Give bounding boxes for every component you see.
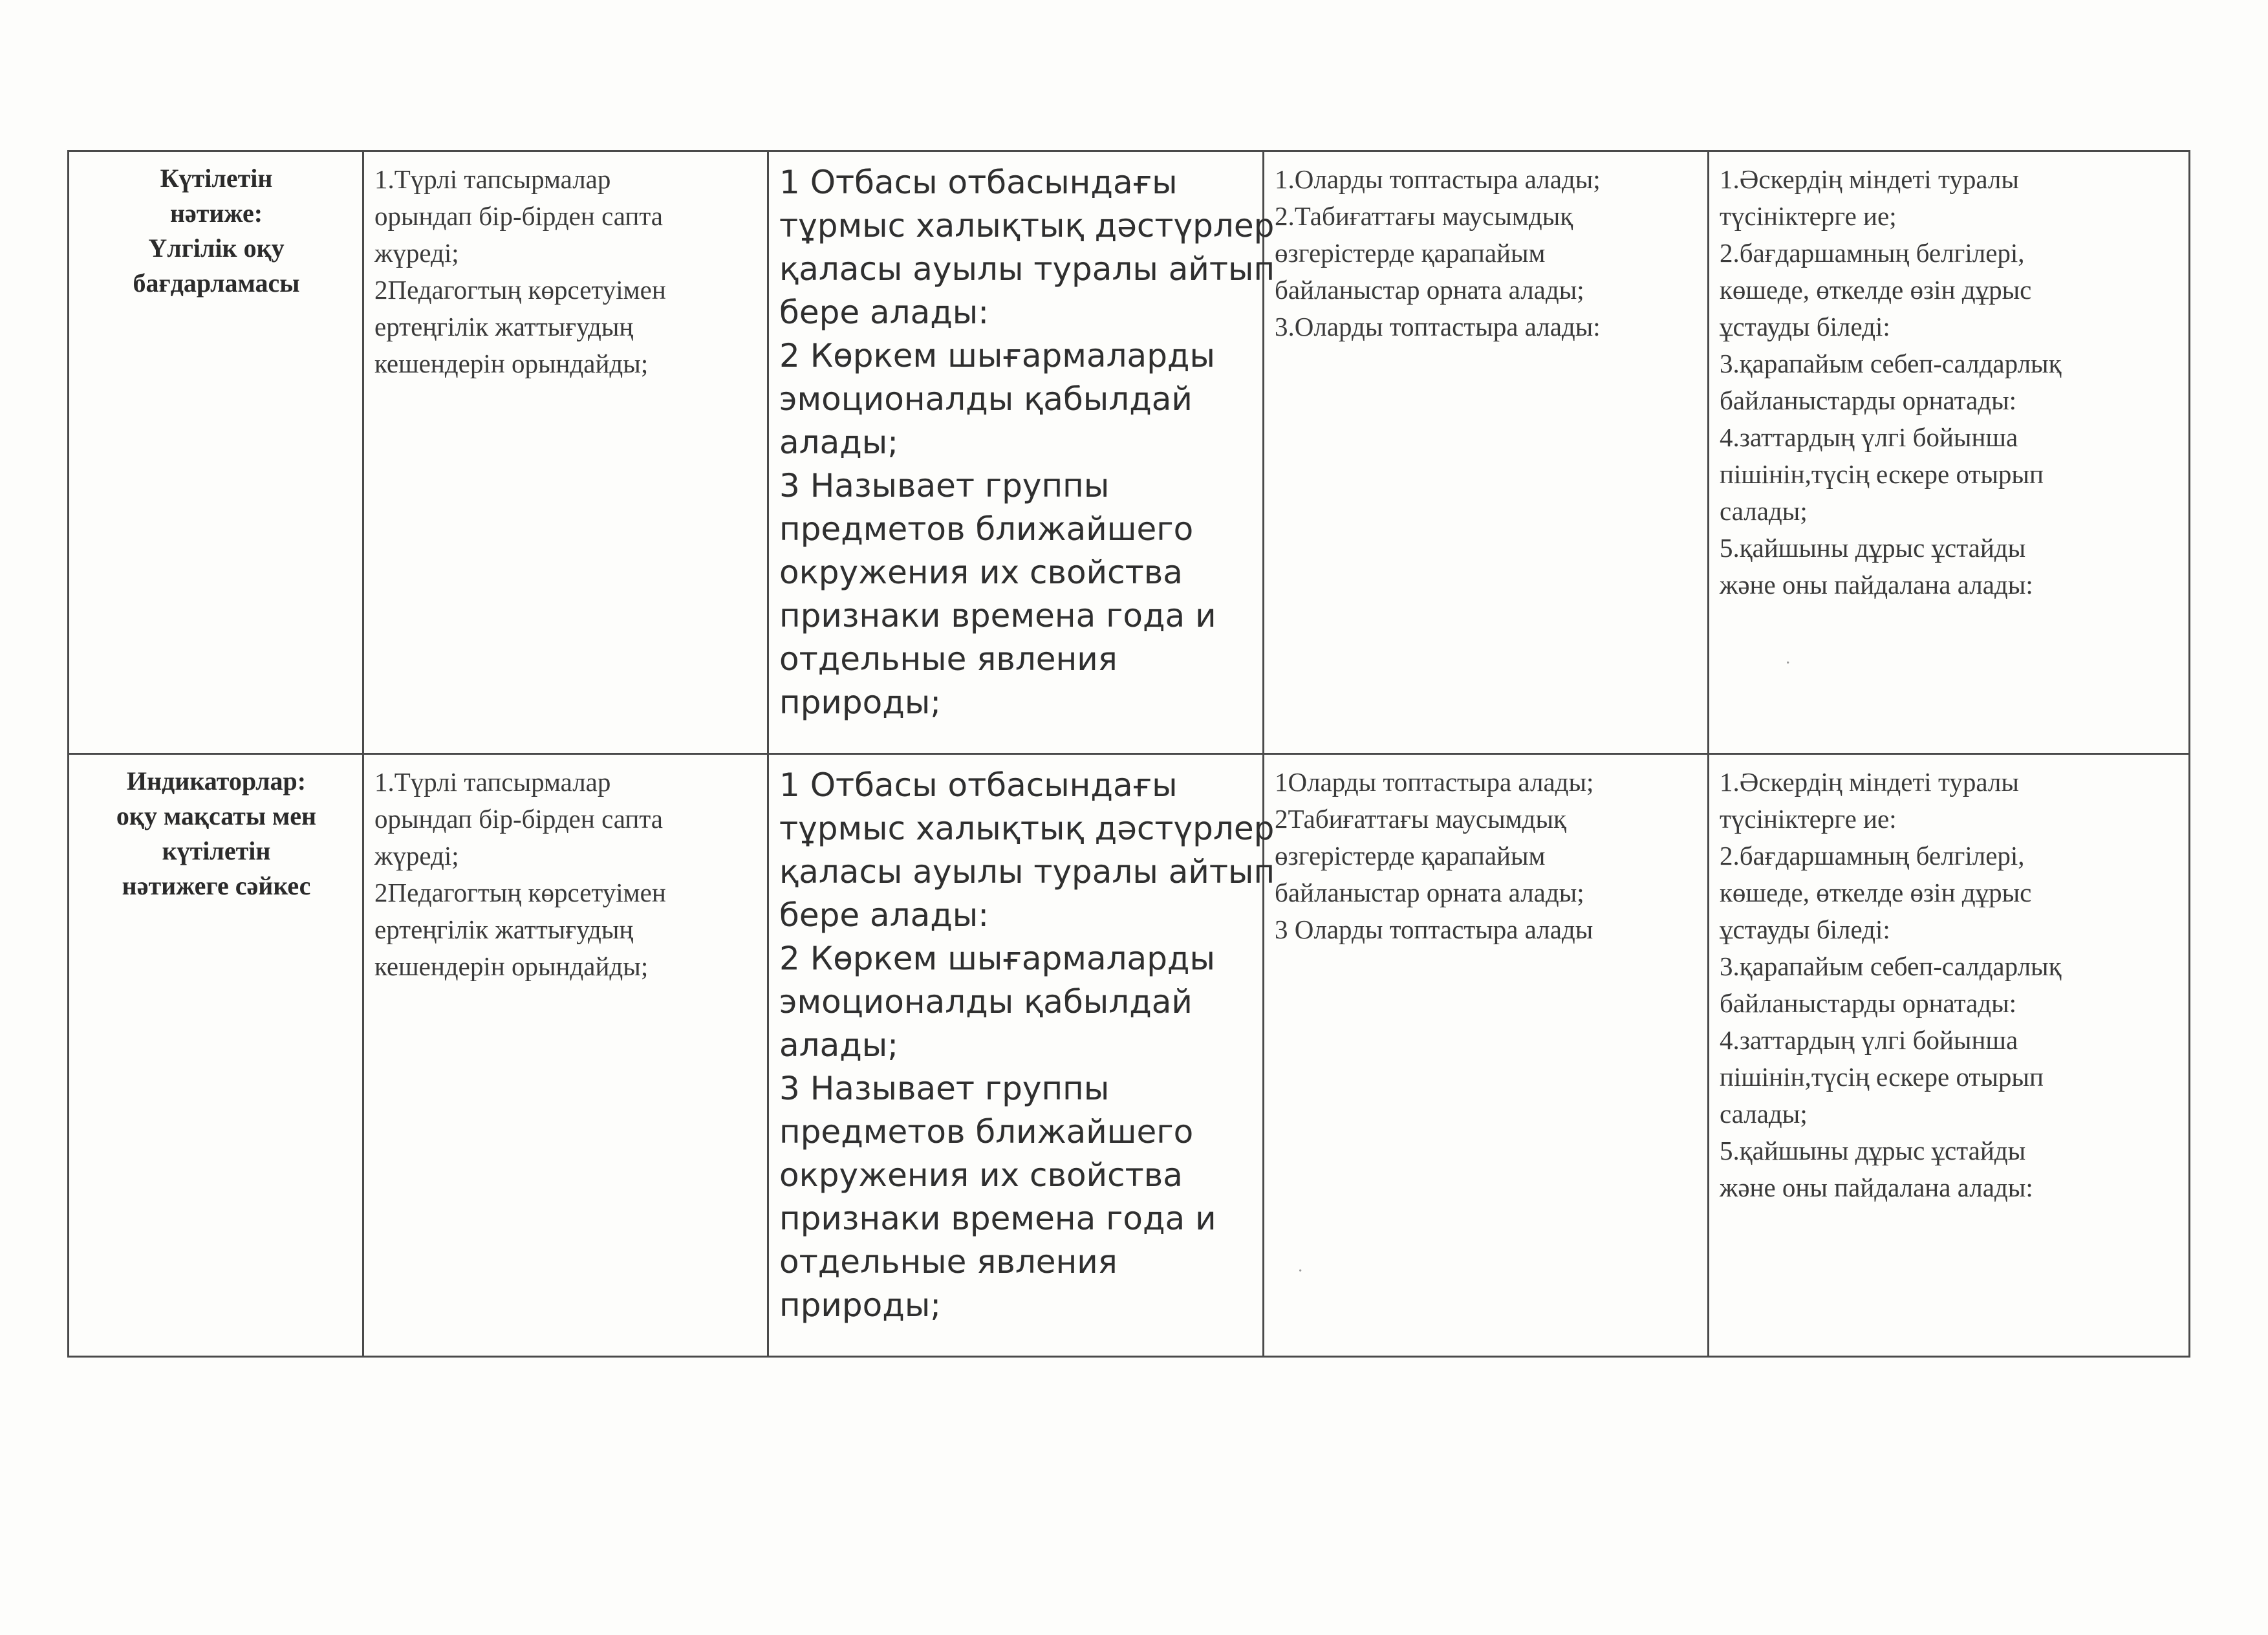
cell-text-line: 5.қайшыны дұрыс ұстайды [1720, 1136, 2026, 1165]
cell-text-line: 1.Түрлі тапсырмалар [374, 164, 611, 194]
cell-text-line: 3.қарапайым себеп-салдарлық [1720, 349, 2062, 378]
cell-text-line: және оны пайдалана алады: [1720, 1173, 2033, 1202]
cell-text-line: алады; [779, 1026, 899, 1064]
cell-text-line: 1.Әскердің міндеті туралы [1720, 164, 2019, 194]
cell-text-line: 3.Оларды топтастыра алады: [1275, 312, 1601, 341]
cell-text-line: және оны пайдалана алады: [1720, 570, 2033, 600]
cell-text-line: бағдарламасы [133, 268, 300, 298]
cell-text-line: отдельные явления [779, 640, 1118, 678]
cell-text-line: тұрмыс халықтық дәстүрлер [779, 810, 1275, 847]
cell-text-line: жүреді; [374, 238, 459, 268]
cell-text-line: 2.бағдаршамның белгілері, [1720, 238, 2025, 268]
cell-text-line: кешендерін орындайды; [374, 349, 649, 378]
goal-cell-communication [768, 151, 1275, 754]
cell-text-line: бере алады: [779, 294, 989, 331]
cell-text-line: Индикаторлар: [126, 766, 307, 796]
cell-text-line: байланыстар орната алады; [1275, 878, 1584, 907]
cell-text-line: 2 Көркем шығармаларды [779, 940, 1215, 977]
cell-text-line: 1.Түрлі тапсырмалар [374, 767, 611, 797]
scan-speck: · [1785, 653, 1791, 673]
cell-text-line: қаласы ауылы туралы айтып [779, 853, 1275, 891]
cell-text-line: қаласы ауылы туралы айтып [779, 250, 1275, 288]
cell-text-line: 3 Оларды топтастыра алады [1275, 915, 1593, 944]
table-row [69, 754, 2190, 1357]
table-row [69, 151, 2190, 754]
cell-text-line: ертеңгілік жаттығудың [374, 915, 634, 944]
cell-text-line: орындап бір-бірден сапта [374, 201, 663, 231]
cell-text-line: нәтижеге сәйкес [122, 871, 311, 900]
cell-text-line: 1.Әскердің міндеті туралы [1720, 767, 2019, 797]
cell-text-line: пішінін,түсің ескере отырып [1720, 1062, 2044, 1092]
cell-text-line: салады; [1720, 496, 1808, 526]
goal-cell-physical [363, 754, 768, 1357]
cell-text-line: окружения их свойства [779, 554, 1183, 591]
cell-text-line: алады; [779, 424, 899, 461]
cell-text-line: 2 Көркем шығармаларды [779, 337, 1215, 374]
cell-text-line: окружения их свойства [779, 1156, 1183, 1194]
cell-text-line: эмоционалды қабылдай [779, 380, 1193, 418]
cell-text-line: жүреді; [374, 841, 459, 871]
cell-text-line: 1 Отбасы отбасындағы [779, 164, 1178, 201]
cell-text-line: ұстауды біледі: [1720, 312, 1890, 341]
cell-text-line: кешендерін орындайды; [374, 951, 649, 981]
cell-text-line: 1Оларды топтастыра алады; [1275, 767, 1594, 797]
cell-text-line: предметов ближайшего [779, 1113, 1194, 1151]
cell-text-line: ертеңгілік жаттығудың [374, 312, 634, 341]
cell-text-line: салады; [1720, 1099, 1808, 1129]
cell-text-line: 2Педагогтың көрсетуімен [374, 878, 666, 907]
cell-text-line: күтілетін [162, 836, 271, 865]
cell-text-line: түсініктерге ие; [1720, 201, 1897, 231]
cell-text-line: байланыстарды орнатады: [1720, 988, 2017, 1018]
cell-text-line: көшеде, өткелде өзін дұрыс [1720, 878, 2032, 907]
cell-text-line: отдельные явления [779, 1243, 1118, 1281]
cell-text-line: бере алады: [779, 896, 989, 934]
cell-text-line: признаки времена года и [779, 597, 1216, 634]
row-header-cell [69, 151, 363, 754]
cell-text-line: признаки времена года и [779, 1200, 1216, 1237]
cell-text-line: 4.заттардың үлгі бойынша [1720, 1025, 2018, 1055]
cell-text-line: предметов ближайшего [779, 510, 1194, 548]
row-header-cell [69, 754, 363, 1357]
cell-text-line: ұстауды біледі: [1720, 915, 1890, 944]
cell-text-line: 1.Оларды топтастыра алады; [1275, 164, 1601, 194]
cell-text-line: байланыстарды орнатады: [1720, 385, 2017, 415]
cell-text-line: пішінін,түсің ескере отырып [1720, 459, 2044, 489]
cell-text-line: эмоционалды қабылдай [779, 983, 1193, 1021]
goal-cell-cognition [1264, 151, 1709, 754]
cell-text-line: 2Табиғаттағы маусымдық [1275, 804, 1566, 834]
cell-text-line: природы; [779, 684, 942, 721]
cell-text-line: природы; [779, 1286, 942, 1324]
cell-text-line: 5.қайшыны дұрыс ұстайды [1720, 533, 2026, 563]
cell-text-line: тұрмыс халықтық дәстүрлер [779, 207, 1275, 244]
cell-text-line: Күтілетін [160, 164, 273, 193]
cell-text-line: нәтиже: [169, 199, 263, 228]
cell-text-line: орындап бір-бірден сапта [374, 804, 663, 834]
goal-cell-social [1709, 151, 2190, 754]
cell-text-line: 4.заттардың үлгі бойынша [1720, 422, 2018, 452]
lesson-plan-table [67, 150, 2190, 1358]
goal-cell-cognition [1264, 754, 1709, 1357]
cell-text-line: 3 Называет группы [779, 467, 1110, 504]
cell-text-line: 2Педагогтың көрсетуімен [374, 275, 666, 305]
cell-text-line: түсініктерге ие: [1720, 804, 1897, 834]
cell-text-line: Үлгілік оқу [148, 233, 285, 263]
cell-text-line: 2.Табиғаттағы маусымдық [1275, 201, 1573, 231]
goal-cell-communication [768, 754, 1275, 1357]
scan-speck: · [1297, 1261, 1304, 1281]
cell-text-line: 3 Называет группы [779, 1070, 1110, 1107]
goal-cell-social [1709, 754, 2190, 1357]
goal-cell-physical [363, 151, 768, 754]
cell-text-line: 3.қарапайым себеп-салдарлық [1720, 951, 2062, 981]
cell-text-line: 1 Отбасы отбасындағы [779, 766, 1178, 804]
table-body [69, 151, 2190, 1357]
cell-text-line: оқу мақсаты мен [116, 801, 317, 830]
cell-text-line: көшеде, өткелде өзін дұрыс [1720, 275, 2032, 305]
cell-text-line: өзгерістерде қарапайым [1275, 238, 1546, 268]
cell-text-line: байланыстар орната алады; [1275, 275, 1584, 305]
cell-text-line: өзгерістерде қарапайым [1275, 841, 1546, 871]
cell-text-line: 2.бағдаршамның белгілері, [1720, 841, 2025, 871]
